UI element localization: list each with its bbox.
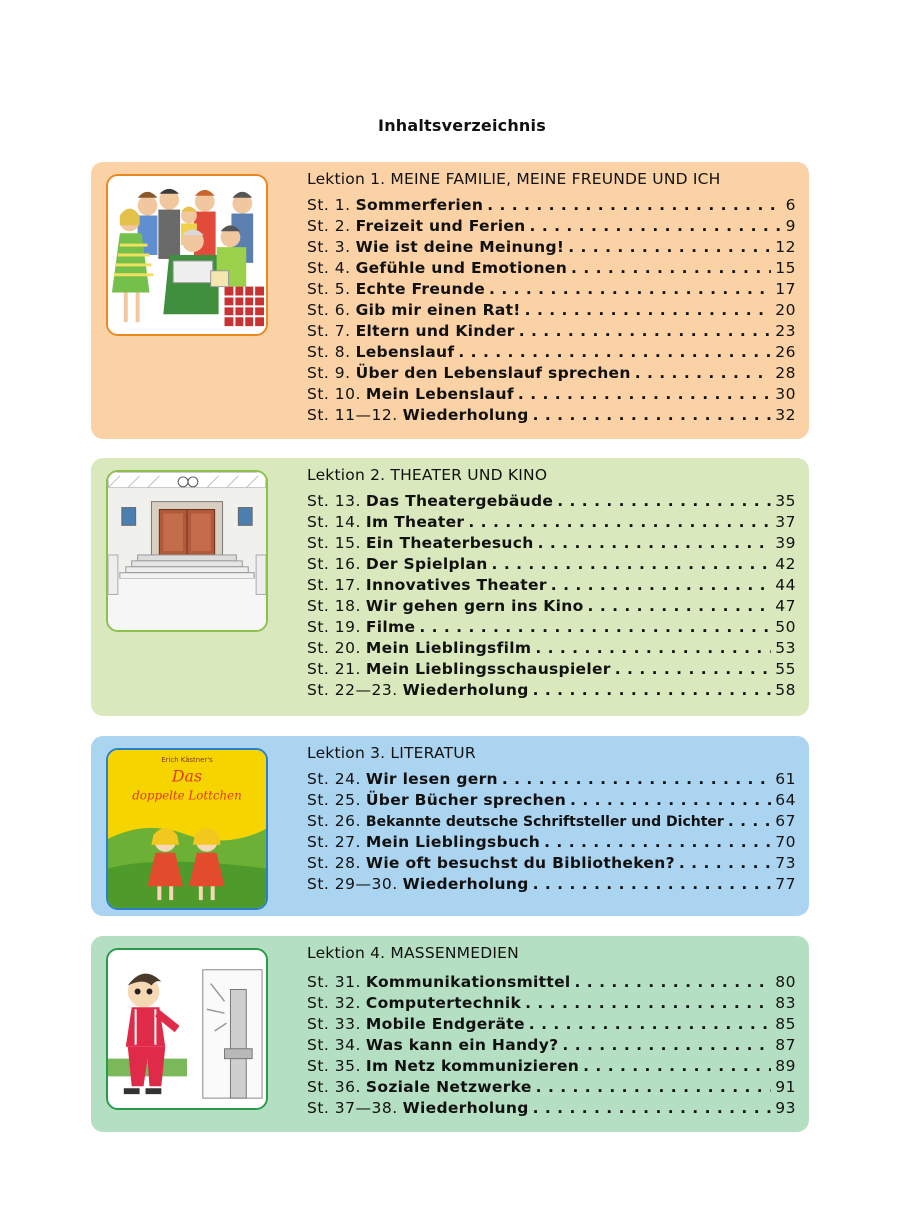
lesson-name: Wie ist deine Meinung!	[355, 238, 565, 256]
lesson-row[interactable]	[307, 576, 796, 597]
lesson-name: Freizeit und Ferien	[355, 217, 526, 235]
dot-leader	[489, 280, 771, 298]
unit-1-heading: Lektion 1. MEINE FAMILIE, MEINE FREUNDE UND ICH	[307, 170, 721, 188]
lesson-row[interactable]	[307, 875, 796, 896]
lesson-name: Computertechnik	[365, 994, 522, 1012]
page-number: 70	[775, 833, 796, 851]
lesson-number: St. 8.	[307, 343, 351, 361]
lesson-name: Mein Lieblingsbuch	[365, 833, 541, 851]
page-number: 80	[775, 973, 796, 991]
book-cover-drawing	[108, 750, 266, 908]
lesson-row[interactable]	[307, 343, 796, 364]
lesson-number: St. 31.	[307, 973, 361, 991]
lesson-name: Sommerferien	[355, 196, 484, 214]
lesson-number: St. 29—30.	[307, 875, 398, 893]
page-number: 55	[775, 660, 796, 678]
lesson-number: St. 21.	[307, 660, 361, 678]
lesson-number: St. 18.	[307, 597, 361, 615]
lesson-name: Wiederholung	[402, 1099, 529, 1117]
dot-leader	[583, 1057, 771, 1075]
page-number: 20	[775, 301, 796, 319]
lesson-name: Filme	[365, 618, 416, 636]
lesson-row[interactable]	[307, 681, 796, 702]
unit-2-lesson-list	[307, 492, 796, 702]
lesson-row[interactable]	[307, 597, 796, 618]
unit-3-heading: Lektion 3. LITERATUR	[307, 744, 476, 762]
page-number: 87	[775, 1036, 796, 1054]
theater-illustration	[106, 470, 268, 632]
page-number: 50	[775, 618, 796, 636]
lesson-number: St. 11—12.	[307, 406, 398, 424]
lesson-row[interactable]	[307, 1099, 796, 1120]
dot-leader	[557, 492, 771, 510]
lesson-number: St. 13.	[307, 492, 361, 510]
lesson-name: Wie oft besuchst du Bibliotheken?	[365, 854, 675, 872]
cover-author-text: Erich Kästner's	[161, 755, 213, 764]
lesson-row[interactable]	[307, 217, 796, 238]
dot-leader	[458, 343, 771, 361]
lesson-number: St. 9.	[307, 364, 351, 382]
lesson-name: Was kann ein Handy?	[365, 1036, 559, 1054]
page-number: 67	[775, 812, 796, 830]
unit-4-lesson-list	[307, 973, 796, 1120]
dot-leader	[571, 259, 771, 277]
lesson-row[interactable]	[307, 1036, 796, 1057]
page-number: 6	[785, 196, 796, 214]
lesson-name: Wir lesen gern	[365, 770, 498, 788]
lesson-row[interactable]	[307, 833, 796, 854]
page-number: 77	[775, 875, 796, 893]
lesson-row[interactable]	[307, 812, 796, 833]
unit-2-heading: Lektion 2. THEATER UND KINO	[307, 466, 548, 484]
lesson-row[interactable]	[307, 259, 796, 280]
page-number: 73	[775, 854, 796, 872]
lesson-row[interactable]	[307, 492, 796, 513]
lesson-number: St. 4.	[307, 259, 351, 277]
girl-watching-tv-illustration	[106, 948, 268, 1110]
page-number: 91	[775, 1078, 796, 1096]
dot-leader	[575, 973, 772, 991]
lesson-row[interactable]	[307, 791, 796, 812]
lesson-row[interactable]	[307, 513, 796, 534]
dot-leader	[487, 196, 781, 214]
lesson-row[interactable]	[307, 534, 796, 555]
page-number: 83	[775, 994, 796, 1012]
unit-3-lesson-list	[307, 770, 796, 896]
family-illustration	[106, 174, 268, 336]
page-number: 39	[775, 534, 796, 552]
dot-leader	[502, 770, 771, 788]
lesson-row[interactable]	[307, 555, 796, 576]
lesson-name: Mobile Endgeräte	[365, 1015, 525, 1033]
lesson-name: Lebenslauf	[355, 343, 455, 361]
dot-leader	[525, 301, 772, 319]
lesson-number: St. 1.	[307, 196, 351, 214]
lesson-row[interactable]	[307, 364, 796, 385]
lesson-number: St. 32.	[307, 994, 361, 1012]
page-number: 61	[775, 770, 796, 788]
lesson-number: St. 25.	[307, 791, 361, 809]
page-number: 12	[775, 238, 796, 256]
page-number: 15	[775, 259, 796, 277]
lesson-number: St. 10.	[307, 385, 361, 403]
dot-leader	[562, 1036, 771, 1054]
lesson-row[interactable]	[307, 385, 796, 406]
dot-leader	[570, 791, 771, 809]
cover-title-line-1: Das	[171, 766, 203, 786]
unit-4-section	[91, 936, 809, 1132]
lesson-row[interactable]	[307, 994, 796, 1015]
lesson-row[interactable]	[307, 618, 796, 639]
dot-leader	[588, 597, 772, 615]
dot-leader	[536, 1078, 772, 1096]
lesson-number: St. 6.	[307, 301, 351, 319]
page-number: 64	[775, 791, 796, 809]
girl-tv-drawing	[108, 950, 266, 1108]
page-number: 85	[775, 1015, 796, 1033]
family-drawing	[108, 176, 266, 334]
lesson-name: Wiederholung	[402, 406, 529, 424]
dot-leader	[529, 1015, 771, 1033]
lesson-number: St. 24.	[307, 770, 361, 788]
page-number: 42	[775, 555, 796, 573]
lesson-number: St. 5.	[307, 280, 351, 298]
lesson-number: St. 35.	[307, 1057, 361, 1075]
lesson-row[interactable]	[307, 1078, 796, 1099]
page-number: 89	[775, 1057, 796, 1075]
lesson-row[interactable]	[307, 1057, 796, 1078]
lesson-name: Innovatives Theater	[365, 576, 547, 594]
lesson-name: Mein Lieblingsfilm	[365, 639, 532, 657]
dot-leader	[679, 854, 771, 872]
dot-leader	[530, 217, 782, 235]
theater-drawing	[108, 472, 266, 630]
lesson-number: St. 17.	[307, 576, 361, 594]
page-number: 44	[775, 576, 796, 594]
dot-leader	[533, 406, 772, 424]
page-number: 9	[785, 217, 796, 235]
dot-leader	[525, 994, 771, 1012]
lesson-number: St. 15.	[307, 534, 361, 552]
dot-leader	[544, 833, 771, 851]
lesson-row[interactable]	[307, 1015, 796, 1036]
lesson-number: St. 16.	[307, 555, 361, 573]
lesson-name: Gib mir einen Rat!	[355, 301, 521, 319]
dot-leader	[533, 681, 772, 699]
lesson-row[interactable]	[307, 770, 796, 791]
unit-2-section	[91, 458, 809, 716]
page-number: 93	[775, 1099, 796, 1117]
lesson-name: Kommunikationsmittel	[365, 973, 571, 991]
lesson-number: St. 37—38.	[307, 1099, 398, 1117]
lesson-number: St. 22—23.	[307, 681, 398, 699]
lesson-number: St. 36.	[307, 1078, 361, 1096]
cover-title-line-2: doppelte Lottchen	[132, 788, 242, 803]
lesson-name: Gefühle und Emotionen	[355, 259, 568, 277]
unit-1-section	[91, 162, 809, 439]
lesson-row[interactable]	[307, 238, 796, 259]
dot-leader	[419, 618, 771, 636]
dot-leader	[538, 534, 772, 552]
lesson-number: St. 28.	[307, 854, 361, 872]
dot-leader	[635, 364, 772, 382]
lesson-row[interactable]	[307, 322, 796, 343]
page-number: 17	[775, 280, 796, 298]
lesson-name: Über den Lebenslauf sprechen	[355, 364, 631, 382]
page-number: 47	[775, 597, 796, 615]
page-number: 53	[775, 639, 796, 657]
lesson-row[interactable]	[307, 406, 796, 427]
lesson-name: Im Theater	[365, 513, 465, 531]
unit-4-heading: Lektion 4. MASSENMEDIEN	[307, 944, 519, 962]
lesson-number: St. 27.	[307, 833, 361, 851]
lesson-name: Wiederholung	[402, 681, 529, 699]
lesson-name: Das Theatergebäude	[365, 492, 554, 510]
page-number: 32	[775, 406, 796, 424]
lesson-name: Der Spielplan	[365, 555, 488, 573]
lesson-number: St. 34.	[307, 1036, 361, 1054]
dot-leader	[518, 385, 771, 403]
book-cover-illustration	[106, 748, 268, 910]
lesson-name: Wir gehen gern ins Kino	[365, 597, 584, 615]
page-number: 23	[775, 322, 796, 340]
lesson-number: St. 3.	[307, 238, 351, 256]
dot-leader	[568, 238, 771, 256]
page-number: 30	[775, 385, 796, 403]
lesson-row[interactable]	[307, 639, 796, 660]
dot-leader	[728, 812, 771, 830]
lesson-row[interactable]	[307, 196, 796, 217]
dot-leader	[615, 660, 772, 678]
lesson-number: St. 14.	[307, 513, 361, 531]
lesson-name: Echte Freunde	[355, 280, 486, 298]
lesson-name: Eltern und Kinder	[355, 322, 515, 340]
unit-1-lesson-list	[307, 196, 796, 427]
lesson-row[interactable]	[307, 973, 796, 994]
dot-leader	[551, 576, 771, 594]
lesson-row[interactable]	[307, 301, 796, 322]
lesson-row[interactable]	[307, 854, 796, 875]
lesson-number: St. 2.	[307, 217, 351, 235]
lesson-number: St. 7.	[307, 322, 351, 340]
dot-leader	[533, 1099, 772, 1117]
lesson-row[interactable]	[307, 280, 796, 301]
dot-leader	[468, 513, 771, 531]
lesson-name: Mein Lebenslauf	[365, 385, 514, 403]
lesson-number: St. 20.	[307, 639, 361, 657]
page-title: Inhaltsverzeichnis	[378, 116, 546, 135]
lesson-row[interactable]	[307, 660, 796, 681]
lesson-name: Wiederholung	[402, 875, 529, 893]
dot-leader	[519, 322, 772, 340]
lesson-name: Im Netz kommunizieren	[365, 1057, 580, 1075]
dot-leader	[533, 875, 772, 893]
lesson-number: St. 19.	[307, 618, 361, 636]
lesson-name: Mein Lieblingsschauspieler	[365, 660, 611, 678]
page-number: 28	[775, 364, 796, 382]
page-number: 58	[775, 681, 796, 699]
lesson-name: Ein Theaterbesuch	[365, 534, 534, 552]
lesson-name: Bekannte deutsche Schriftsteller und Dichter	[365, 814, 724, 830]
unit-3-section	[91, 736, 809, 916]
page-number: 37	[775, 513, 796, 531]
page-number: 35	[775, 492, 796, 510]
lesson-name: Über Bücher sprechen	[365, 791, 567, 809]
page-number: 26	[775, 343, 796, 361]
dot-leader	[492, 555, 772, 573]
lesson-name: Soziale Netzwerke	[365, 1078, 532, 1096]
lesson-number: St. 26.	[307, 812, 361, 830]
dot-leader	[535, 639, 771, 657]
lesson-number: St. 33.	[307, 1015, 361, 1033]
